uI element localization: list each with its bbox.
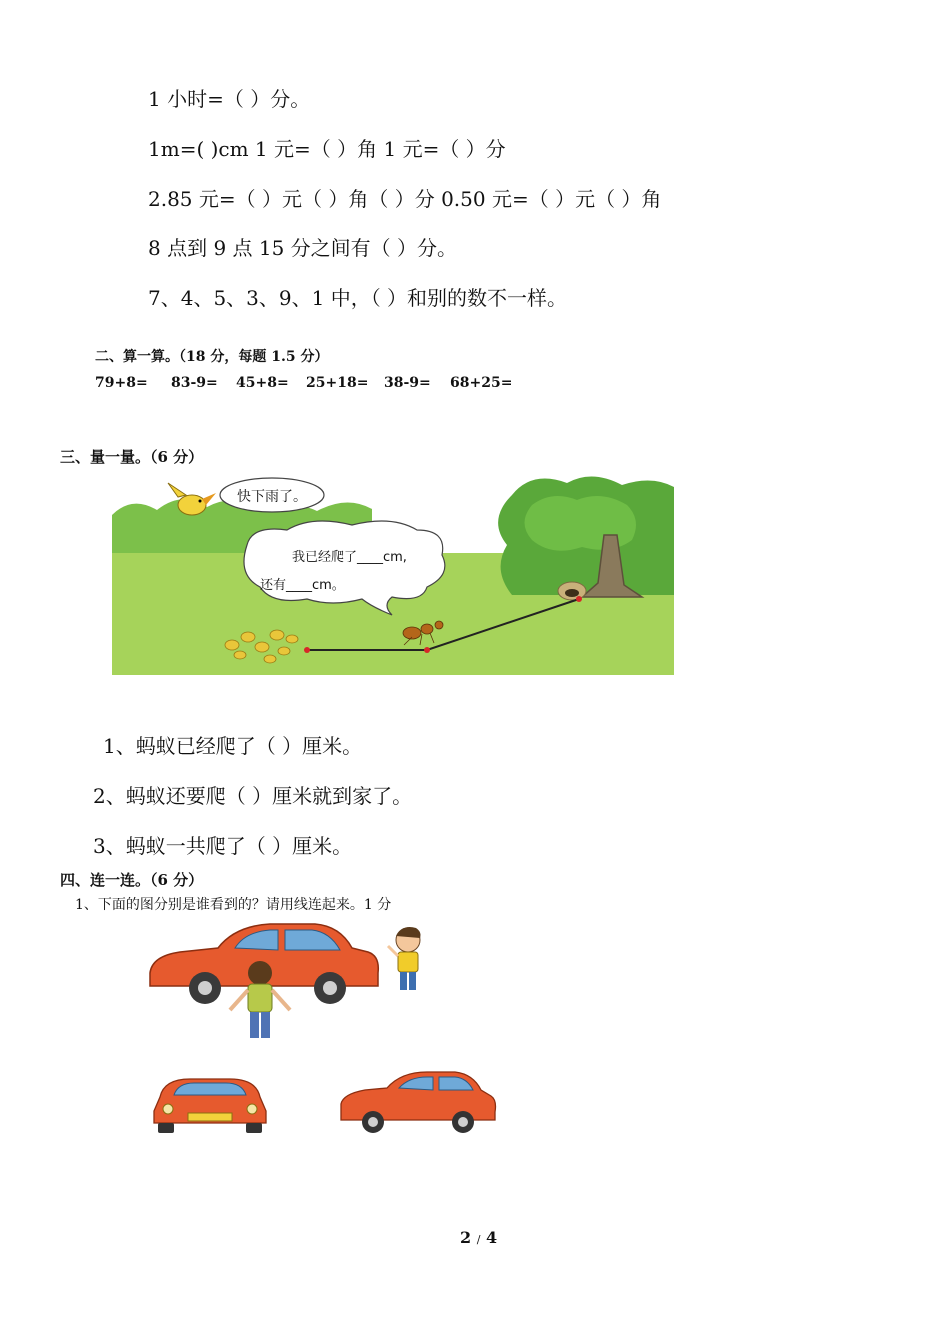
page-total: 4 [486, 1228, 498, 1247]
boy-side-view-icon [388, 927, 421, 990]
section3-heading: 三、量一量。（6 分） [60, 448, 204, 466]
page-current: 2 [460, 1228, 472, 1247]
measure-question-2: 2、蚂蚁还要爬（ ）厘米就到家了。 [93, 784, 413, 808]
ant-bubble-text-1: 我已经爬了____cm, [292, 550, 407, 565]
measure-question-3: 3、蚂蚁一共爬了（ ）厘米。 [93, 834, 353, 858]
path-point-end [576, 596, 582, 602]
ant-measure-illustration [112, 475, 674, 675]
section4-instruction: 1、下面的图分别是谁看到的？请用线连起来。1 分 [75, 897, 392, 913]
fill-blank-line-2: 1m=( )cm 1 元=（ ）角 1 元=（ ）分 [148, 137, 506, 161]
fill-blank-line-4: 8 点到 9 点 15 分之间有（ ）分。 [148, 236, 458, 260]
page-separator: / [476, 1233, 481, 1246]
calc-problem: 79+8= [95, 375, 148, 391]
calc-problem: 25+18= [306, 375, 369, 391]
measure-question-1: 1、蚂蚁已经爬了（ ）厘米。 [103, 734, 363, 758]
fill-blank-line-3: 2.85 元=（ ）元（ ）角（ ）分 0.50 元=（ ）元（ ）角 [148, 187, 662, 211]
calc-problem: 38-9= [384, 375, 431, 391]
path-point-middle [424, 647, 430, 653]
car-viewers-illustration [140, 918, 450, 1048]
section2-heading: 二、算一算。（18 分，每题 1.5 分） [95, 349, 329, 365]
ant-bubble-text-2: 还有____cm。 [260, 578, 345, 593]
page-number [460, 1228, 497, 1247]
calc-problem: 45+8= [236, 375, 289, 391]
section4-heading: 四、连一连。（6 分） [60, 871, 204, 889]
calc-problem: 83-9= [171, 375, 218, 391]
car-front-view-icon [150, 1075, 270, 1135]
calc-problems [95, 372, 512, 391]
calc-problem: 68+25= [450, 375, 513, 391]
car-angle-view-icon [335, 1068, 500, 1138]
fill-blank-line-1: 1 小时=（ ）分。 [148, 87, 311, 111]
bird-bubble-text: 快下雨了。 [237, 489, 307, 505]
fill-blank-line-5: 7、4、5、3、9、1 中，（ ）和别的数不一样。 [148, 286, 568, 310]
path-point-start [304, 647, 310, 653]
